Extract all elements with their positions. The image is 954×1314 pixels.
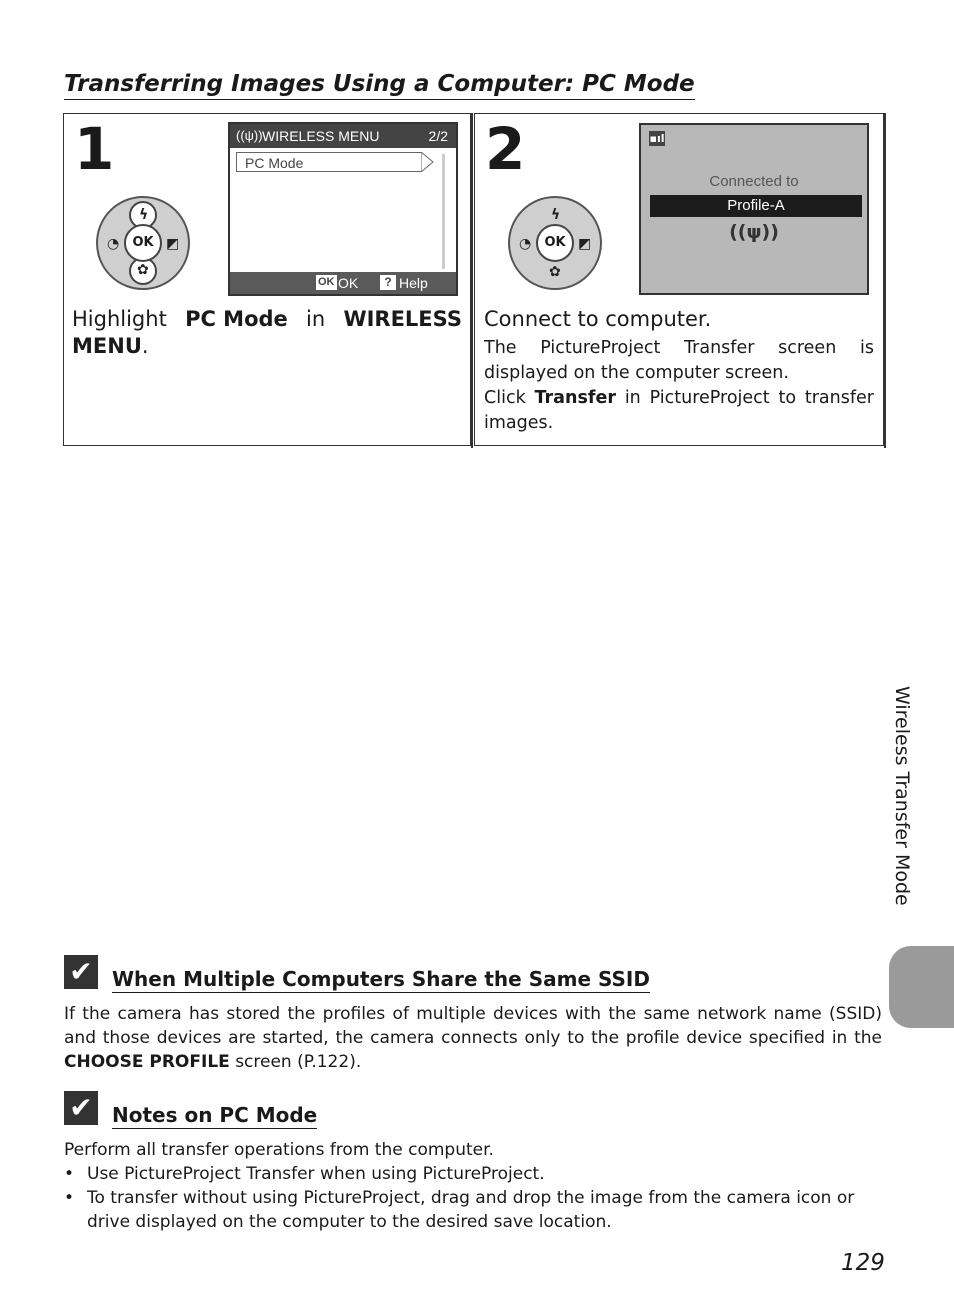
note-2-title: Notes on PC Mode: [112, 1103, 318, 1127]
step-2-caption: Connect to computer.: [484, 307, 712, 331]
step-1-caption: [72, 306, 462, 360]
screen-footer: [230, 272, 456, 294]
ok-badge-icon: OK: [318, 276, 335, 288]
screen-page-indicator: 2/2: [428, 128, 448, 144]
note-2-intro: Perform all transfer operations from the computer.: [64, 1140, 494, 1160]
desc-text: Click: [484, 388, 526, 408]
chapter-tab: [889, 946, 954, 1028]
help-icon: ?: [380, 275, 396, 290]
note-1-title: When Multiple Computers Share the Same SSID: [112, 967, 650, 991]
step-2-number: 2: [485, 115, 524, 183]
step-2-box: [474, 113, 884, 446]
checkmark-icon: ✔: [64, 955, 98, 989]
scrollbar: [442, 154, 445, 269]
ok-button-icon: OK: [124, 224, 162, 262]
caption-menu-word: MENU: [72, 334, 142, 358]
caption-pc-mode: PC Mode: [185, 307, 288, 331]
menu-arrow-icon: [421, 152, 435, 172]
multi-selector-dpad: [508, 196, 602, 290]
caption-wireless-word: WIRELESS: [343, 307, 462, 331]
ok-button-icon: OK: [536, 224, 574, 262]
desc-transfer: Transfer: [534, 388, 616, 408]
chapter-label: Wireless Transfer Mode: [891, 686, 913, 906]
step-2-description: [484, 336, 874, 436]
page-number: 129: [841, 1250, 885, 1276]
note-2-bullet-2: [64, 1186, 882, 1234]
section-title: Transferring Images Using a Computer: PC Mode: [64, 70, 695, 100]
bullet-text: To transfer without using PictureProject, drag and drop the image from the camera icon or drive displayed on the computer to the desired save location.: [87, 1188, 855, 1232]
wireless-icon: ((ψ)): [236, 128, 263, 143]
multi-selector-dpad: [96, 196, 190, 290]
desc-line-1: The PictureProject Transfer screen is displayed on the computer screen.: [484, 338, 874, 383]
checkmark-icon: ✔: [64, 1091, 98, 1125]
wireless-menu-screen: [228, 122, 458, 296]
step-1-box: [63, 113, 471, 446]
note-1-choose-profile: CHOOSE PROFILE: [64, 1052, 230, 1072]
signal-strength-icon: ▪ıl: [649, 132, 665, 145]
note-1-text: [64, 1002, 882, 1074]
desc-line-2: [484, 386, 874, 436]
macro-icon: ✿: [549, 264, 561, 280]
self-timer-icon: ◔: [107, 236, 120, 252]
exposure-comp-icon: ◩: [578, 236, 592, 252]
flash-icon: ϟ: [551, 207, 561, 223]
self-timer-icon: ◔: [519, 236, 532, 252]
desc-text: in PictureProject to transfer images.: [484, 388, 874, 433]
note-1-text-pre: If the camera has stored the profiles of multiple devices with the same network name (SSID) and those devices are started, the camera connects only to the profile device specified in the: [64, 1004, 882, 1048]
note-2-bullet-1: [64, 1162, 882, 1186]
footer-ok-label: OK: [338, 275, 359, 291]
bullet-icon: •: [64, 1188, 75, 1208]
caption-text: in: [306, 307, 326, 331]
exposure-comp-icon: ◩: [166, 236, 180, 252]
menu-item-label: PC Mode: [245, 155, 304, 171]
note-1-text-post: screen (P.122).: [235, 1052, 362, 1072]
macro-icon: ✿: [137, 262, 149, 278]
screen-header-title: WIRELESS MENU: [262, 128, 380, 144]
caption-text: Highlight: [72, 307, 167, 331]
caption-period: .: [141, 334, 149, 358]
connected-screen: [639, 123, 869, 295]
screen-header: [230, 124, 456, 148]
connected-to-label: Connected to: [709, 173, 799, 190]
menu-item-pc-mode[interactable]: [236, 152, 422, 172]
bullet-icon: •: [64, 1164, 75, 1184]
step-1-number: 1: [74, 115, 113, 183]
footer-help-label: Help: [399, 275, 428, 291]
profile-name: Profile-A: [650, 195, 862, 217]
bullet-text: Use PictureProject Transfer when using PictureProject.: [87, 1164, 545, 1184]
wireless-antenna-icon: ((ψ)): [729, 221, 779, 243]
flash-icon: ϟ: [139, 207, 149, 223]
